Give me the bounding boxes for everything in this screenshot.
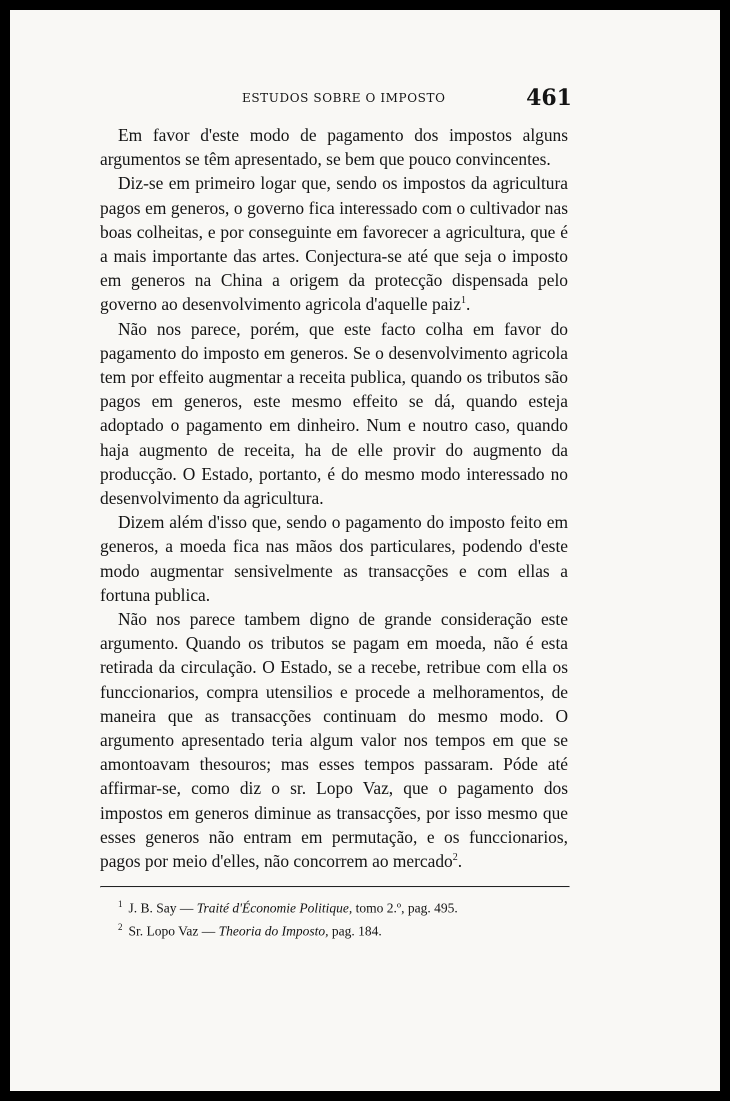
footnote-marker: 1 [118,899,123,909]
paragraph [100,123,568,171]
paragraph-end-punctuation: . [457,851,463,872]
paragraph [100,607,568,873]
footnote-author: Sr. Lopo Vaz — [128,923,216,938]
paragraph-text: Não nos parece, porém, que este facto colha em favor do pagamento do imposto em generos. Se o desenvolvimento agricola tem por effeito augmentar a receita publica, quando os tributos são pagos em generos, este mesmo effeito se dá, quando esteja adoptado o pagamento em dinheiro. Num e noutro caso, quando haja augmento de receita, ha de elle provir do augmento da producção. O Estado, portanto, é do mesmo modo interessado no desenvolvimento da agricultura. [100,318,568,509]
footnotes [118,895,568,940]
footnote-reference: 2 [452,852,458,864]
footnote-author: J. B. Say — [128,900,194,916]
footnote-divider [100,886,570,888]
paragraph-text: Não nos parece tambem digno de grande consideração este argumento. Quando os tributos se pagam em moeda, não é esta retirada da circulação. O Estado, se a recebe, retribue com ella os funccionarios, compra utensilios e procede a melhoramentos, de maneira que as transacções continuam do mesmo modo. O argumento apresentado teria algum valor nos tempos em que se amontoavam thesouros; mas esses tempos passaram. Póde até affirmar-se, como diz o sr. Lopo Vaz, que o pagamento dos impostos em generos diminue as transacções, por isso mesmo que esses generos não entram em permutação, e os funccionarios, pagos por meio d'elles, não concorrem ao mercado [100,609,568,872]
footnote-title: Theoria do Imposto, [218,923,329,938]
body-text [100,123,568,873]
paragraph [100,171,568,316]
footnote [118,918,568,941]
running-title: ESTUDOS SOBRE O IMPOSTO [242,91,446,105]
footnote-title: Traité d'Économie Politique, [196,900,353,916]
paragraph [100,510,568,607]
footnote-reference: 1 [460,295,466,307]
footnote [118,895,568,918]
page-header [10,85,720,115]
page-number: 461 [526,85,572,111]
paragraph-text: Em favor d'este modo de pagamento dos impostos alguns argumentos se têm apresentado, se bem que pouco convincentes. [100,125,568,170]
footnote-detail: pag. 184. [331,923,382,938]
book-page [10,10,720,1091]
paragraph-text: Diz-se em primeiro logar que, sendo os impostos da agricultura pagos em generos, o governo fica interessado com o cultivador nas boas colheitas, e por conseguinte em favorecer a agricultura, que é a mais importante das artes. Conjectura-se até que seja o imposto em generos na China a origem da protecção dispensada pelo governo ao desenvolvimento agricola d'aquelle paiz [100,173,568,315]
footnote-detail: tomo 2.º, pag. 495. [355,900,458,916]
footnote-marker: 2 [118,921,123,932]
paragraph [100,317,568,511]
paragraph-end-punctuation: . [465,294,471,315]
paragraph-text: Dizem além d'isso que, sendo o pagamento do imposto feito em generos, a moeda fica nas mãos dos particulares, podendo d'este modo augmentar sensivelmente as transacções e com ellas a fortuna publica. [100,512,568,605]
